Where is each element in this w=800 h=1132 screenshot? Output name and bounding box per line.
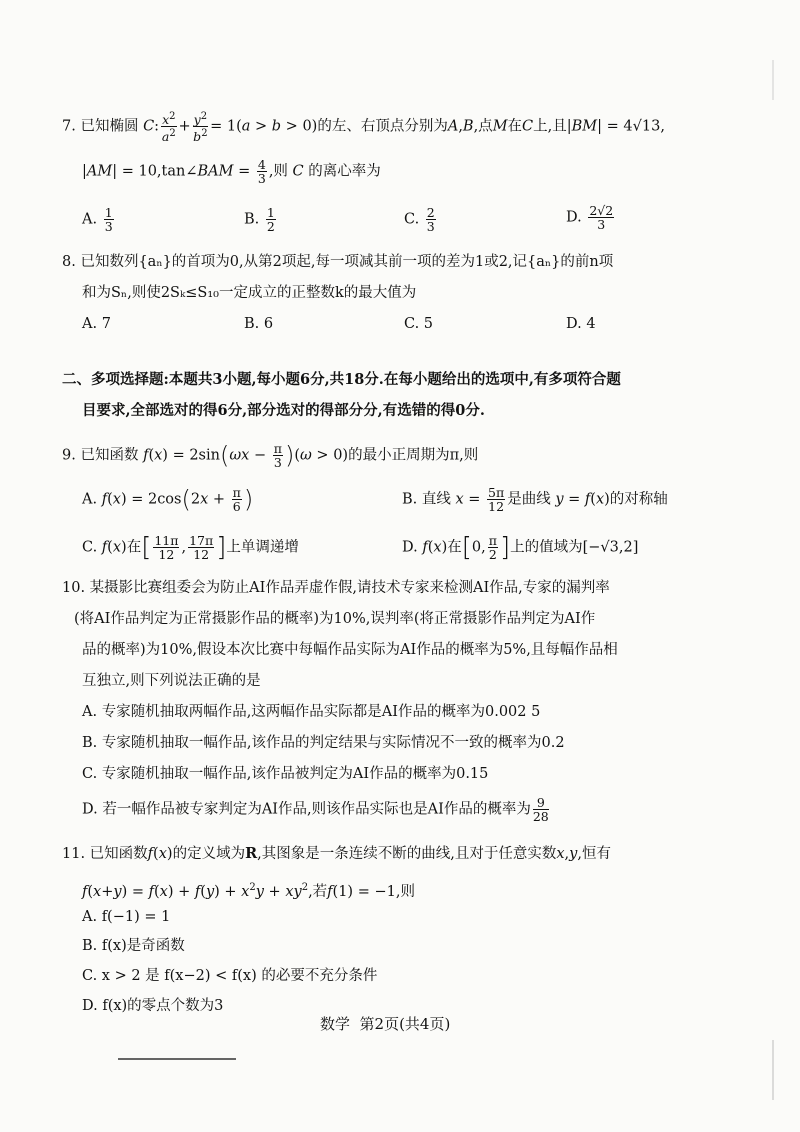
q11-line1: 11. 已知函数f(x)的定义域为R,其图象是一条连续不断的曲线,且对于任意实数x,y,恒有 <box>62 845 611 862</box>
q11-option-b: B. f(x)是奇函数 <box>82 938 185 954</box>
q8-line1: 8. 已知数列{aₙ}的首项为0,从第2项起,每一项减其前一项的差为1或2,记{aₙ}的前n项 <box>62 254 614 270</box>
q9-option-c: C. f(x)在[ $\frac{11\pi}{12}$ , $\frac{17\pi}{12}$ ]上单调递增 <box>82 532 299 563</box>
q9-option-b: B. 直线 x = $\frac{5\pi}{12}$ 是曲线 y = f(x)的对称轴 <box>402 485 668 514</box>
scan-edge-top <box>772 60 774 100</box>
q10-option-b: B. 专家随机抽取一幅作品,该作品的判定结果与实际情况不一致的概率为0.2 <box>82 735 565 751</box>
q11-option-c: C. x > 2 是 f(x−2) < f(x) 的必要不充分条件 <box>82 968 378 984</box>
scan-edge-bottom <box>772 1040 774 1100</box>
q7-line2: |AM| = 10,tan∠BAM = $\frac{4}{3}$ ,则 C 的离心率为 <box>82 157 381 186</box>
q8-option-d: D. 4 <box>566 316 596 332</box>
q10-option-d: D. 若一幅作品被专家判定为AI作品,则该作品实际也是AI作品的概率为 $\frac{9}{28}$ <box>82 795 549 824</box>
q11-line2: $f(x+y) = f(x) + f(y) + x^2y + xy^2$,若f(1) = −1,则 <box>82 882 415 900</box>
q8-option-c: C. 5 <box>404 316 434 332</box>
q7-line1: 7. 已知椭圆 C: $\frac{x^2}{a^2}$ + $\frac{y^2}{b^2}$ = 1(a > b > 0)的左、右顶点分别为A,B,点M在C上,且|BM| = 4√13, <box>62 111 665 145</box>
q7-option-d: D. $\frac{2√2}{3}$ <box>566 203 614 232</box>
q10-line1: 10. 某摄影比赛组委会为防止AI作品弄虚作假,请技术专家来检测AI作品,专家的漏判率 <box>62 580 610 596</box>
q11-option-a: A. f(−1) = 1 <box>82 909 171 925</box>
scan-mark-line <box>118 1058 236 1060</box>
q8-line2: 和为Sₙ,则使2Sₖ≤S₁₀一定成立的正整数k的最大值为 <box>82 285 417 301</box>
q10-line4: 互独立,则下列说法正确的是 <box>82 673 261 689</box>
q10-option-c: C. 专家随机抽取一幅作品,该作品被判定为AI作品的概率为0.15 <box>82 766 489 782</box>
q9-option-a: A. f(x) = 2cos(2x + $\frac{\pi}{6}$ ) <box>82 485 254 514</box>
page-footer: 数学 第2页(共4页) <box>320 1015 451 1033</box>
q7-option-c: C. $\frac{2}{3}$ <box>404 205 435 234</box>
q11-option-d: D. f(x)的零点个数为3 <box>82 998 224 1014</box>
q8-option-b: B. 6 <box>244 316 274 332</box>
q8-option-a: A. 7 <box>82 316 111 332</box>
section2-heading-line1: 二、多项选择题:本题共3小题,每小题6分,共18分.在每小题给出的选项中,有多项符合题 <box>62 371 621 388</box>
q10-line2: (将AI作品判定为正常摄影作品的概率)为10%,误判率(将正常摄影作品判定为AI作 <box>74 611 596 627</box>
q9-stem: 9. 已知函数 f(x) = 2sin(ωx − $\frac{\pi}{3}$ )(ω > 0)的最小正周期为π,则 <box>62 441 479 470</box>
q7-option-a: A. $\frac{1}{3}$ <box>82 205 113 234</box>
q10-line3: 品的概率)为10%,假设本次比赛中每幅作品实际为AI作品的概率为5%,且每幅作品相 <box>82 642 618 658</box>
section2-heading-line2: 目要求,全部选对的得6分,部分选对的得部分分,有选错的得0分. <box>82 402 485 419</box>
q10-option-a: A. 专家随机抽取两幅作品,这两幅作品实际都是AI作品的概率为0.002 5 <box>82 704 541 720</box>
q9-option-d: D. f(x)在[0, $\frac{\pi}{2}$ ]上的值域为[−√3,2] <box>402 532 639 563</box>
q7-option-b: B. $\frac{1}{2}$ <box>244 205 275 234</box>
